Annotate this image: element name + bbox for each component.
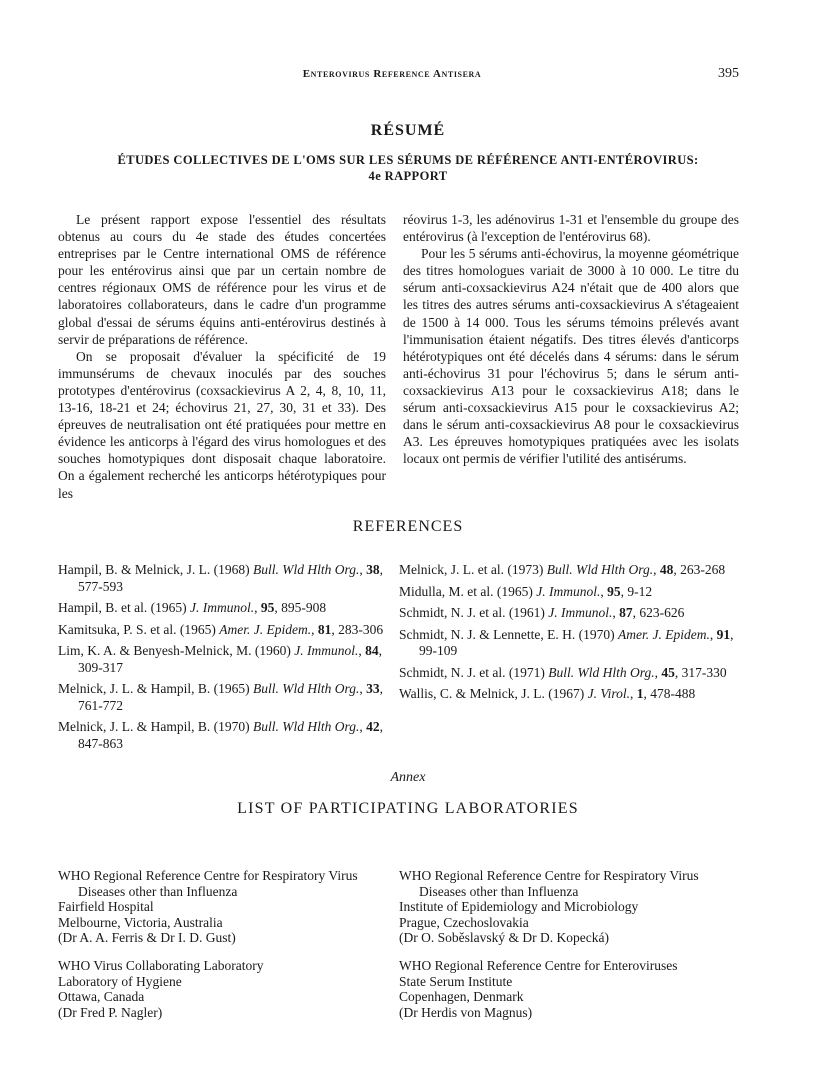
reference-entry [399, 605, 744, 622]
resume-paragraph: réovirus 1-3, les adénovirus 1-31 et l'ensemble du groupe des entérovirus (à l'exception de l'entérovirus 68). [403, 212, 739, 245]
ref-journal: Amer. J. Epidem. [219, 621, 312, 637]
ref-volume: 84 [365, 643, 379, 658]
annex-title: LIST OF PARTICIPATING LABORATORIES [237, 800, 579, 817]
reference-entry [399, 686, 744, 703]
ref-sep: , [709, 626, 717, 642]
ref-volume: 48 [659, 562, 674, 577]
laboratory-line: Copenhagen, Denmark [399, 989, 524, 1005]
ref-pages: , 478-488 [643, 686, 696, 701]
ref-authors: Lim, K. A. & Benyesh-Melnick, M. (1960) [58, 643, 295, 658]
ref-authors: Midulla, M. et al. (1965) [399, 583, 537, 599]
ref-pages: , 317-330 [674, 664, 727, 680]
ref-volume: 87 [619, 605, 633, 620]
ref-journal: Bull. Wld Hlth Org. [252, 681, 360, 696]
ref-pages: , 577-593 [78, 562, 383, 594]
ref-volume: 91 [716, 626, 731, 642]
ref-journal: J. Immunol. [536, 583, 601, 599]
ref-pages: , 847-863 [78, 719, 383, 751]
laboratory-line: WHO Regional Reference Centre for Respiratory Virus [399, 868, 699, 883]
laboratory-line: (Dr Fred P. Nagler) [58, 1004, 163, 1020]
ref-pages: , 263-268 [673, 562, 726, 577]
ref-sep: , [358, 643, 366, 658]
ref-journal: Bull. Wld Hlth Org. [252, 719, 360, 734]
reference-entry [399, 627, 744, 660]
ref-authors: Melnick, J. L. et al. (1973) [399, 562, 547, 577]
ref-sep: , [654, 664, 662, 680]
ref-volume: 42 [366, 719, 380, 734]
ref-journal: Amer. J. Epidem. [617, 626, 710, 642]
ref-volume: 95 [260, 600, 275, 615]
ref-sep: , [311, 621, 318, 637]
laboratory-line: Institute of Epidemiology and Microbiology [399, 899, 639, 915]
resume-column-right [403, 211, 739, 467]
reference-entry [58, 719, 393, 752]
ref-pages: , 895-908 [274, 600, 327, 615]
ref-pages: , 623-626 [632, 605, 685, 620]
ref-authors: Schmidt, N. J. & Lennette, E. H. (1970) [399, 626, 618, 642]
laboratory-line: (Dr O. Soběslavský & Dr D. Kopecká) [399, 930, 609, 946]
ref-journal: Bull. Wld Hlth Org. [548, 664, 655, 680]
laboratories-column-right [399, 868, 744, 1032]
ref-sep: , [630, 686, 637, 701]
annex-label: Annex [390, 770, 426, 785]
reference-entry [399, 584, 744, 601]
page-number: 395 [718, 66, 739, 81]
reference-entry [58, 600, 393, 617]
ref-volume: 1 [636, 686, 644, 701]
reference-entry [58, 562, 393, 595]
ref-volume: 33 [366, 681, 380, 696]
resume-title: RÉSUMÉ [370, 122, 446, 139]
ref-authors: Hampil, B. et al. (1965) [58, 600, 190, 615]
ref-sep: , [254, 600, 261, 615]
laboratory-line: (Dr A. A. Ferris & Dr I. D. Gust) [58, 930, 236, 946]
laboratory-entry [399, 868, 744, 946]
ref-authors: Wallis, C. & Melnick, J. L. (1967) [399, 686, 588, 701]
resume-column-left [58, 211, 386, 502]
laboratory-line: Diseases other than Influenza [78, 883, 238, 899]
resume-subtitle-line-1: ÉTUDES COLLECTIVES DE L'OMS SUR LES SÉRUMS DE RÉFÉRENCE ANTI-ENTÉROVIRUS: [117, 153, 699, 167]
references-column-right [399, 562, 744, 708]
reference-entry [58, 643, 393, 676]
laboratory-line: Diseases other than Influenza [419, 883, 579, 899]
ref-authors: Hampil, B. & Melnick, J. L. (1968) [58, 562, 253, 577]
ref-authors: Kamitsuka, P. S. et al. (1965) [58, 621, 220, 637]
ref-volume: 45 [661, 664, 675, 680]
ref-journal: J. Immunol. [548, 605, 613, 620]
resume-subtitle-line-2: 4e RAPPORT [368, 169, 448, 183]
resume-paragraph: Pour les 5 sérums anti-échovirus, la moyenne géométrique des titres homologues variait de 3000 à 10 000. Le titre du sérum anti-coxsackievirus A24 n'était que de 400 alors que les titres des autres sérums anti-coxsackievirus A s'étageaient de 1500 à 14 000. Tous les sérums témoins prélevés avant l'immunisation étaient négatifs. Des titres élevés d'anticorps hétérotypiques ont été décelés dans 4 sérums: dans le sérum anti-échovirus 31 pour l'échovirus 5; dans le sérum anti-coxsackievirus A13 pour le coxsackievirus A18; dans le sérum anti-coxsackievirus A15 pour le coxsackievirus A2; dans le sérum anti-coxsackievirus A8 pour le coxsackievirus A3. Les épreuves homotypiques pratiquées avec les isolats locaux ont permis de vérifier l'utilité des antisérums. [403, 246, 739, 467]
ref-pages: , 283-306 [331, 621, 384, 637]
references-title: REFERENCES [352, 518, 464, 535]
resume-paragraph: On se proposait d'évaluer la spécificité de 19 immunsérums de chevaux inoculés par des souches prototypes d'entérovirus (coxsackievirus A 2, 4, 8, 10, 11, 13-16, 18-21 et 24; échovirus 21, 27, 30, 31 et 33). Des épreuves de neutralisation ont été pratiquées pour mettre en évidence les anticorps à l'égard des virus homologues et des souches homotypiques dont disposait chaque laboratoire. On a également recherché les anticorps hétérotypiques pour les [58, 348, 386, 501]
laboratory-line: WHO Regional Reference Centre for Respiratory Virus [58, 868, 358, 883]
laboratory-line: Ottawa, Canada [58, 989, 145, 1005]
ref-sep: , [600, 583, 608, 599]
ref-sep: , [359, 562, 367, 577]
ref-sep: , [359, 719, 367, 734]
ref-pages: , 99-109 [419, 626, 734, 658]
ref-pages: , 761-772 [78, 681, 383, 713]
ref-volume: 95 [607, 583, 621, 599]
ref-authors: Schmidt, N. J. et al. (1961) [399, 605, 549, 620]
ref-pages: , 309-317 [78, 643, 382, 675]
ref-journal: J. Immunol. [294, 643, 359, 658]
ref-journal: J. Virol. [587, 686, 631, 701]
ref-sep: , [359, 681, 367, 696]
reference-entry [58, 622, 393, 639]
reference-entry [399, 562, 744, 579]
ref-authors: Melnick, J. L. & Hampil, B. (1970) [58, 719, 253, 734]
laboratory-line: WHO Virus Collaborating Laboratory [58, 957, 264, 973]
laboratory-line: Prague, Czechoslovakia [399, 914, 529, 930]
ref-journal: Bull. Wld Hlth Org. [252, 562, 360, 577]
laboratories-column-left [58, 868, 398, 1032]
ref-volume: 81 [317, 621, 332, 637]
resume-paragraph: Le présent rapport expose l'essentiel des résultats obtenus au cours du 4e stade des études concertées entreprises par le Centre international OMS de référence pour les entérovirus ainsi que par un certain nombre de centres régionaux OMS de référence pour les virus et de laboratoires collaborateurs, dans le cadre d'un programme global d'essai de sérums équins anti-entérovirus destinés à servir de préparations de référence. [58, 212, 386, 347]
ref-authors: Schmidt, N. J. et al. (1971) [399, 664, 549, 680]
laboratory-line: Melbourne, Victoria, Australia [58, 914, 223, 930]
ref-sep: , [612, 605, 620, 620]
ref-journal: Bull. Wld Hlth Org. [546, 562, 654, 577]
laboratory-line: WHO Regional Reference Centre for Enteroviruses [399, 957, 678, 973]
ref-authors: Melnick, J. L. & Hampil, B. (1965) [58, 681, 253, 696]
running-head: Enterovirus Reference Antisera [302, 68, 482, 80]
resume-subtitle [50, 152, 766, 184]
ref-journal: J. Immunol. [189, 600, 255, 615]
laboratory-line: Laboratory of Hygiene [58, 973, 182, 989]
ref-volume: 38 [366, 562, 380, 577]
laboratory-line: Fairfield Hospital [58, 899, 154, 915]
laboratory-line: State Serum Institute [399, 973, 513, 989]
ref-pages: , 9-12 [620, 583, 653, 599]
reference-entry [58, 681, 393, 714]
laboratory-entry [58, 868, 398, 946]
laboratory-line: (Dr Herdis von Magnus) [399, 1004, 533, 1020]
laboratory-entry [399, 958, 744, 1020]
ref-sep: , [653, 562, 660, 577]
references-column-left [58, 562, 393, 757]
laboratory-entry [58, 958, 398, 1020]
reference-entry [399, 665, 744, 682]
